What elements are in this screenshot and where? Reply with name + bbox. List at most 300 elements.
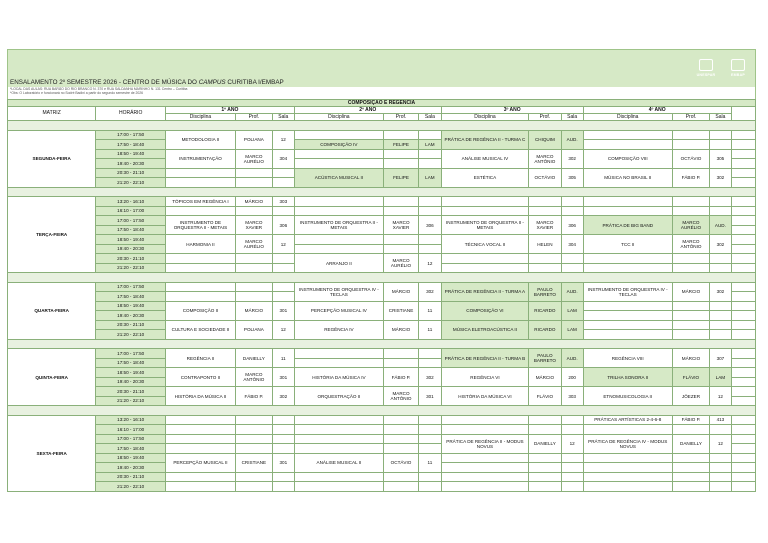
title-band <box>7 49 756 87</box>
room-cell: AUD. <box>561 349 583 368</box>
empty-cell <box>672 472 709 482</box>
professor-cell: MÁRCIO <box>384 320 419 339</box>
discipline-cell: HISTÓRIA DA MÚSICA VI <box>441 387 528 406</box>
extra-cell <box>731 453 755 463</box>
empty-cell <box>384 244 419 254</box>
empty-cell <box>166 482 236 492</box>
empty-cell <box>272 472 294 482</box>
discipline-cell: INSTRUMENTAÇÃO <box>166 149 236 168</box>
day-label: SEXTA-FEIRA <box>8 415 96 491</box>
empty-cell <box>583 320 672 330</box>
empty-cell <box>561 254 583 264</box>
extra-cell <box>731 140 755 150</box>
empty-cell <box>672 197 709 207</box>
empty-cell <box>166 282 236 292</box>
table-row <box>8 425 756 435</box>
empty-cell <box>710 254 732 264</box>
extra-cell <box>731 159 755 169</box>
empty-cell <box>561 453 583 463</box>
empty-cell <box>529 425 562 435</box>
empty-cell <box>235 178 272 188</box>
empty-cell <box>710 453 732 463</box>
empty-cell <box>529 453 562 463</box>
professor-cell: MÁRCIO <box>672 282 709 301</box>
empty-cell <box>710 311 732 321</box>
table-row <box>8 387 756 397</box>
empty-cell <box>710 320 732 330</box>
empty-cell <box>561 472 583 482</box>
extra-cell <box>731 425 755 435</box>
professor-cell: OCTÁVIO <box>384 453 419 472</box>
year-header: 1º ANO <box>166 107 295 114</box>
time-slot: 16:10 - 17:00 <box>96 425 166 435</box>
empty-cell <box>672 301 709 311</box>
extra-cell <box>731 254 755 264</box>
time-slot: 16:10 - 17:00 <box>96 206 166 216</box>
time-slot: 19:40 - 20:30 <box>96 463 166 473</box>
extra-cell <box>731 216 755 226</box>
room-cell: 303 <box>561 387 583 406</box>
discipline-cell: ACÚSTICA MUSICAL II <box>294 168 383 187</box>
day-label: QUINTA-FEIRA <box>8 349 96 406</box>
discipline-cell: ANÁLISE MUSICAL II <box>294 453 383 472</box>
empty-cell <box>272 425 294 435</box>
professor-cell: MARCO ANTÔNIO <box>672 235 709 254</box>
table-row <box>8 206 756 216</box>
empty-cell <box>710 330 732 340</box>
prof-header: Prof. <box>384 114 419 121</box>
prof-header: Prof. <box>529 114 562 121</box>
table-row <box>8 368 756 378</box>
empty-cell <box>583 197 672 207</box>
empty-cell <box>441 197 528 207</box>
page-title <box>10 79 284 86</box>
empty-cell <box>672 482 709 492</box>
time-slot: 13:20 - 16:10 <box>96 415 166 425</box>
section-title: COMPOSIÇÃO E REGÊNCIA <box>8 100 756 107</box>
discipline-cell: TCC II <box>583 235 672 254</box>
professor-cell: MARCO AURÉLIO <box>672 216 709 235</box>
discipline-cell: INSTRUMENTO DE ORQUESTRA IV - TECLAS <box>294 282 383 301</box>
discipline-cell: INSTRUMENTO DE ORQUESTRA II - METAIS <box>294 216 383 235</box>
time-slot: 19:40 - 20:30 <box>96 377 166 387</box>
table-row <box>8 140 756 150</box>
room-cell: 305 <box>561 168 583 187</box>
empty-cell <box>710 206 732 216</box>
empty-cell <box>235 444 272 454</box>
empty-cell <box>235 482 272 492</box>
discipline-cell: COMPOSIÇÃO VI <box>441 301 528 320</box>
empty-cell <box>418 434 441 444</box>
professor-cell: MÁRCIO <box>384 282 419 301</box>
empty-cell <box>294 235 383 245</box>
time-slot: 21:20 - 22:10 <box>96 396 166 406</box>
room-cell: 302 <box>418 282 441 301</box>
professor-cell: MARCO ANTÔNIO <box>384 387 419 406</box>
room-cell: 413 <box>710 415 732 425</box>
note-location: *LOCAL DAS AULAS: RUA BARÃO DO RIO BRANCO N. 370 e RUA SALDANHA MARINHO N. 131 Centro – Curitiba <box>10 87 188 91</box>
empty-cell <box>418 349 441 359</box>
empty-cell <box>710 263 732 273</box>
sala-header: Sala <box>561 114 583 121</box>
table-row <box>8 301 756 311</box>
professor-cell: CRISTIANE <box>384 301 419 320</box>
extra-cell <box>731 301 755 311</box>
professor-cell: CHIQUIM <box>529 130 562 149</box>
room-cell: 12 <box>272 235 294 254</box>
empty-cell <box>529 263 562 273</box>
room-cell: LAM <box>710 368 732 387</box>
empty-cell <box>583 254 672 264</box>
empty-cell <box>166 168 236 178</box>
table-row <box>8 349 756 359</box>
empty-cell <box>418 472 441 482</box>
extra-cell <box>731 463 755 473</box>
empty-cell <box>272 482 294 492</box>
professor-cell: MARCO AURÉLIO <box>235 235 272 254</box>
extra-cell <box>731 396 755 406</box>
room-cell: 303 <box>272 197 294 207</box>
discipline-cell: METODOLOGIA II <box>166 130 236 149</box>
professor-cell: FLÁVIO <box>529 387 562 406</box>
empty-cell <box>529 254 562 264</box>
empty-cell <box>672 425 709 435</box>
professor-cell: MÁRCIO <box>235 197 272 207</box>
schedule-sheet <box>7 49 756 492</box>
empty-cell <box>166 415 236 425</box>
time-slot: 17:00 - 17:50 <box>96 282 166 292</box>
empty-cell <box>710 482 732 492</box>
table-row <box>8 434 756 444</box>
discipline-cell: ESTÉTICA <box>441 168 528 187</box>
discipline-cell: TÓPICOS EM REGÊNCIA I <box>166 197 236 207</box>
empty-cell <box>529 463 562 473</box>
professor-cell: HELEN <box>529 235 562 254</box>
professor-cell: RICARDO <box>529 301 562 320</box>
empty-cell <box>418 197 441 207</box>
empty-cell <box>384 349 419 359</box>
notes <box>7 87 756 99</box>
discipline-cell: COMPOSIÇÃO VIII <box>583 149 672 168</box>
empty-cell <box>384 235 419 245</box>
room-cell: 306 <box>272 216 294 235</box>
room-cell: 302 <box>272 387 294 406</box>
room-cell: 302 <box>710 282 732 301</box>
year-header: 4º ANO <box>583 107 731 114</box>
professor-cell: DANIELLY <box>672 434 709 453</box>
empty-cell <box>294 206 383 216</box>
prof-header: Prof. <box>672 114 709 121</box>
discipline-cell: HISTÓRIA DA MÚSICA II <box>166 387 236 406</box>
embap-logo: EMBAP <box>725 55 751 81</box>
professor-cell: FÁBIO P. <box>672 168 709 187</box>
room-cell: AUD. <box>561 282 583 301</box>
room-cell: 12 <box>710 387 732 406</box>
empty-cell <box>418 235 441 245</box>
discipline-cell: COMPOSIÇÃO II <box>166 301 236 320</box>
empty-cell <box>235 292 272 302</box>
unespar-logo: UNESPAR <box>693 55 719 81</box>
discipline-cell: REGÊNCIA VI <box>441 368 528 387</box>
professor-cell: JÖEZER <box>672 387 709 406</box>
time-slot: 18:50 - 19:40 <box>96 368 166 378</box>
empty-cell <box>235 206 272 216</box>
table-row <box>8 472 756 482</box>
day-label: SEGUNDA-FEIRA <box>8 130 96 187</box>
table-row <box>8 282 756 292</box>
time-slot: 13:20 - 16:10 <box>96 197 166 207</box>
table-row <box>8 216 756 226</box>
empty-cell <box>529 197 562 207</box>
sala-header: Sala <box>418 114 441 121</box>
empty-cell <box>583 311 672 321</box>
empty-cell <box>672 206 709 216</box>
professor-cell: MÁRCIO <box>672 349 709 368</box>
discipline-cell: INSTRUMENTO DE ORQUESTRA II - METAIS <box>441 216 528 235</box>
empty-cell <box>294 149 383 159</box>
extra-cell <box>731 415 755 425</box>
extra-cell <box>731 292 755 302</box>
discipline-cell: COMPOSIÇÃO IV <box>294 140 383 150</box>
empty-cell <box>294 349 383 359</box>
empty-cell <box>561 463 583 473</box>
empty-cell <box>441 472 528 482</box>
empty-cell <box>384 149 419 159</box>
table-row <box>8 130 756 140</box>
empty-cell <box>166 254 236 264</box>
empty-cell <box>710 425 732 435</box>
discipline-cell: HARMONIA II <box>166 235 236 254</box>
discipline-cell: PRÁTICA DE BIG BAND <box>583 216 672 235</box>
empty-cell <box>672 140 709 150</box>
time-slot: 20:30 - 21:10 <box>96 168 166 178</box>
empty-cell <box>418 444 441 454</box>
empty-cell <box>441 415 528 425</box>
empty-cell <box>583 482 672 492</box>
time-slot: 18:50 - 19:40 <box>96 453 166 463</box>
empty-cell <box>529 472 562 482</box>
spacer-row <box>8 273 756 283</box>
prof-header: Prof. <box>235 114 272 121</box>
empty-cell <box>294 444 383 454</box>
table-row <box>8 482 756 492</box>
room-cell: 305 <box>710 149 732 168</box>
table-row <box>8 453 756 463</box>
extra-cell <box>731 225 755 235</box>
disciplina-header: Disciplina <box>583 114 672 121</box>
professor-cell: DANIELLY <box>235 349 272 368</box>
professor-cell: MARCO XAVIER <box>529 216 562 235</box>
professor-cell: MÁRCIO <box>529 368 562 387</box>
room-cell: 306 <box>561 216 583 235</box>
room-cell: 12 <box>561 434 583 453</box>
empty-cell <box>441 263 528 273</box>
discipline-cell: PRÁTICAS ARTÍSTICAS 2-4-6-8 <box>583 415 672 425</box>
extra-cell <box>731 311 755 321</box>
empty-cell <box>672 263 709 273</box>
discipline-cell: MÚSICA ELETROACÚSTICA II <box>441 320 528 339</box>
discipline-cell: TÉCNICA VOCAL II <box>441 235 528 254</box>
empty-cell <box>672 453 709 463</box>
empty-cell <box>272 254 294 264</box>
room-cell: LAM <box>418 140 441 150</box>
empty-cell <box>166 178 236 188</box>
empty-cell <box>294 482 383 492</box>
empty-cell <box>235 263 272 273</box>
time-slot: 18:50 - 19:40 <box>96 149 166 159</box>
extra-cell <box>731 387 755 397</box>
time-slot: 17:00 - 17:50 <box>96 130 166 140</box>
empty-cell <box>384 197 419 207</box>
professor-cell: FLÁVIO <box>672 368 709 387</box>
empty-cell <box>672 330 709 340</box>
empty-cell <box>272 263 294 273</box>
professor-cell: OCTÁVIO <box>529 168 562 187</box>
empty-cell <box>166 472 236 482</box>
empty-cell <box>294 415 383 425</box>
empty-cell <box>672 254 709 264</box>
empty-cell <box>710 463 732 473</box>
empty-cell <box>272 444 294 454</box>
title-italic: CAMPUS <box>198 79 226 86</box>
empty-cell <box>384 415 419 425</box>
extra-cell <box>731 368 755 378</box>
professor-cell: FÁBIO P. <box>672 415 709 425</box>
time-slot: 17:50 - 18:40 <box>96 358 166 368</box>
discipline-cell: ETNOMUSICOLOGIA II <box>583 387 672 406</box>
extra-cell <box>731 178 755 188</box>
empty-cell <box>272 415 294 425</box>
room-cell: 12 <box>272 130 294 149</box>
empty-cell <box>384 425 419 435</box>
empty-cell <box>384 206 419 216</box>
discipline-cell: PRÁTICA DE REGÊNCIA II - MODUS NOVUS <box>441 434 528 453</box>
empty-cell <box>272 292 294 302</box>
empty-cell <box>235 472 272 482</box>
discipline-cell: HISTÓRIA DA MÚSICA IV <box>294 368 383 387</box>
empty-cell <box>441 482 528 492</box>
empty-cell <box>672 463 709 473</box>
empty-cell <box>294 197 383 207</box>
empty-cell <box>441 206 528 216</box>
room-cell: AUD. <box>710 216 732 235</box>
horario-header: HORÁRIO <box>96 107 166 121</box>
disciplina-header: Disciplina <box>441 114 528 121</box>
discipline-cell: MÚSICA NO BRASIL II <box>583 168 672 187</box>
empty-cell <box>710 301 732 311</box>
empty-cell <box>418 358 441 368</box>
empty-cell <box>529 415 562 425</box>
room-cell: 302 <box>561 149 583 168</box>
empty-cell <box>235 254 272 264</box>
extra-cell <box>731 358 755 368</box>
time-slot: 17:00 - 17:50 <box>96 349 166 359</box>
room-cell: LAM <box>561 301 583 320</box>
time-slot: 20:30 - 21:10 <box>96 320 166 330</box>
professor-cell: FÁBIO P. <box>384 368 419 387</box>
empty-cell <box>583 330 672 340</box>
extra-cell <box>731 434 755 444</box>
empty-cell <box>561 482 583 492</box>
time-slot: 17:50 - 18:40 <box>96 444 166 454</box>
discipline-cell: REGÊNCIA IV <box>294 320 383 339</box>
table-row <box>8 254 756 264</box>
discipline-cell: REGÊNCIA VIII <box>583 349 672 368</box>
extra-cell <box>731 130 755 140</box>
empty-cell <box>418 244 441 254</box>
professor-cell: CRISTIANE <box>235 453 272 472</box>
empty-cell <box>235 425 272 435</box>
extra-cell <box>731 168 755 178</box>
empty-cell <box>294 130 383 140</box>
discipline-cell: INSTRUMENTO DE ORQUESTRA II - METAIS <box>166 216 236 235</box>
professor-cell: PAULO BARRETO <box>529 349 562 368</box>
discipline-cell: PRÁTICA DE REGÊNCIA IV - MODUS NOVUS <box>583 434 672 453</box>
professor-cell: POLIANA <box>235 320 272 339</box>
time-slot: 20:30 - 21:10 <box>96 387 166 397</box>
empty-cell <box>441 453 528 463</box>
time-slot: 19:40 - 20:30 <box>96 244 166 254</box>
professor-cell: MARCO ANTÔNIO <box>235 368 272 387</box>
empty-cell <box>384 482 419 492</box>
professor-cell: MARCO XAVIER <box>235 216 272 235</box>
extra-cell <box>731 263 755 273</box>
empty-cell <box>166 425 236 435</box>
empty-cell <box>561 206 583 216</box>
empty-cell <box>672 130 709 140</box>
year-header: 3º ANO <box>441 107 583 114</box>
room-cell: 304 <box>561 235 583 254</box>
empty-cell <box>294 472 383 482</box>
empty-cell <box>583 206 672 216</box>
empty-cell <box>384 159 419 169</box>
room-cell: 306 <box>418 216 441 235</box>
spacer-row <box>8 339 756 349</box>
time-slot: 20:30 - 21:10 <box>96 254 166 264</box>
empty-cell <box>272 178 294 188</box>
empty-cell <box>272 168 294 178</box>
table-row <box>8 197 756 207</box>
title-suffix: CURITIBA I/EMBAP <box>227 79 284 86</box>
professor-cell: FELIPE <box>384 140 419 150</box>
time-slot: 17:50 - 18:40 <box>96 225 166 235</box>
discipline-cell: PRÁTICA DE REGÊNCIA II - TURMA B <box>441 349 528 368</box>
professor-cell: MARCO AURÉLIO <box>384 254 419 273</box>
extra-cell <box>731 330 755 340</box>
professor-cell: POLIANA <box>235 130 272 149</box>
time-slot: 21:20 - 22:10 <box>96 482 166 492</box>
empty-cell <box>529 206 562 216</box>
empty-cell <box>418 130 441 140</box>
time-slot: 21:20 - 22:10 <box>96 178 166 188</box>
logos <box>693 55 751 81</box>
empty-cell <box>561 197 583 207</box>
room-cell: 302 <box>710 168 732 187</box>
room-cell: 307 <box>710 349 732 368</box>
professor-cell: RICARDO <box>529 320 562 339</box>
professor-cell: MARCO ANTÔNIO <box>529 149 562 168</box>
room-cell: 301 <box>272 368 294 387</box>
empty-cell <box>166 263 236 273</box>
empty-cell <box>294 358 383 368</box>
discipline-cell: ARRANJO II <box>294 254 383 273</box>
empty-cell <box>418 482 441 492</box>
empty-cell <box>235 168 272 178</box>
room-cell: 12 <box>418 254 441 273</box>
empty-cell <box>418 415 441 425</box>
sala-header: Sala <box>710 114 732 121</box>
empty-cell <box>166 444 236 454</box>
